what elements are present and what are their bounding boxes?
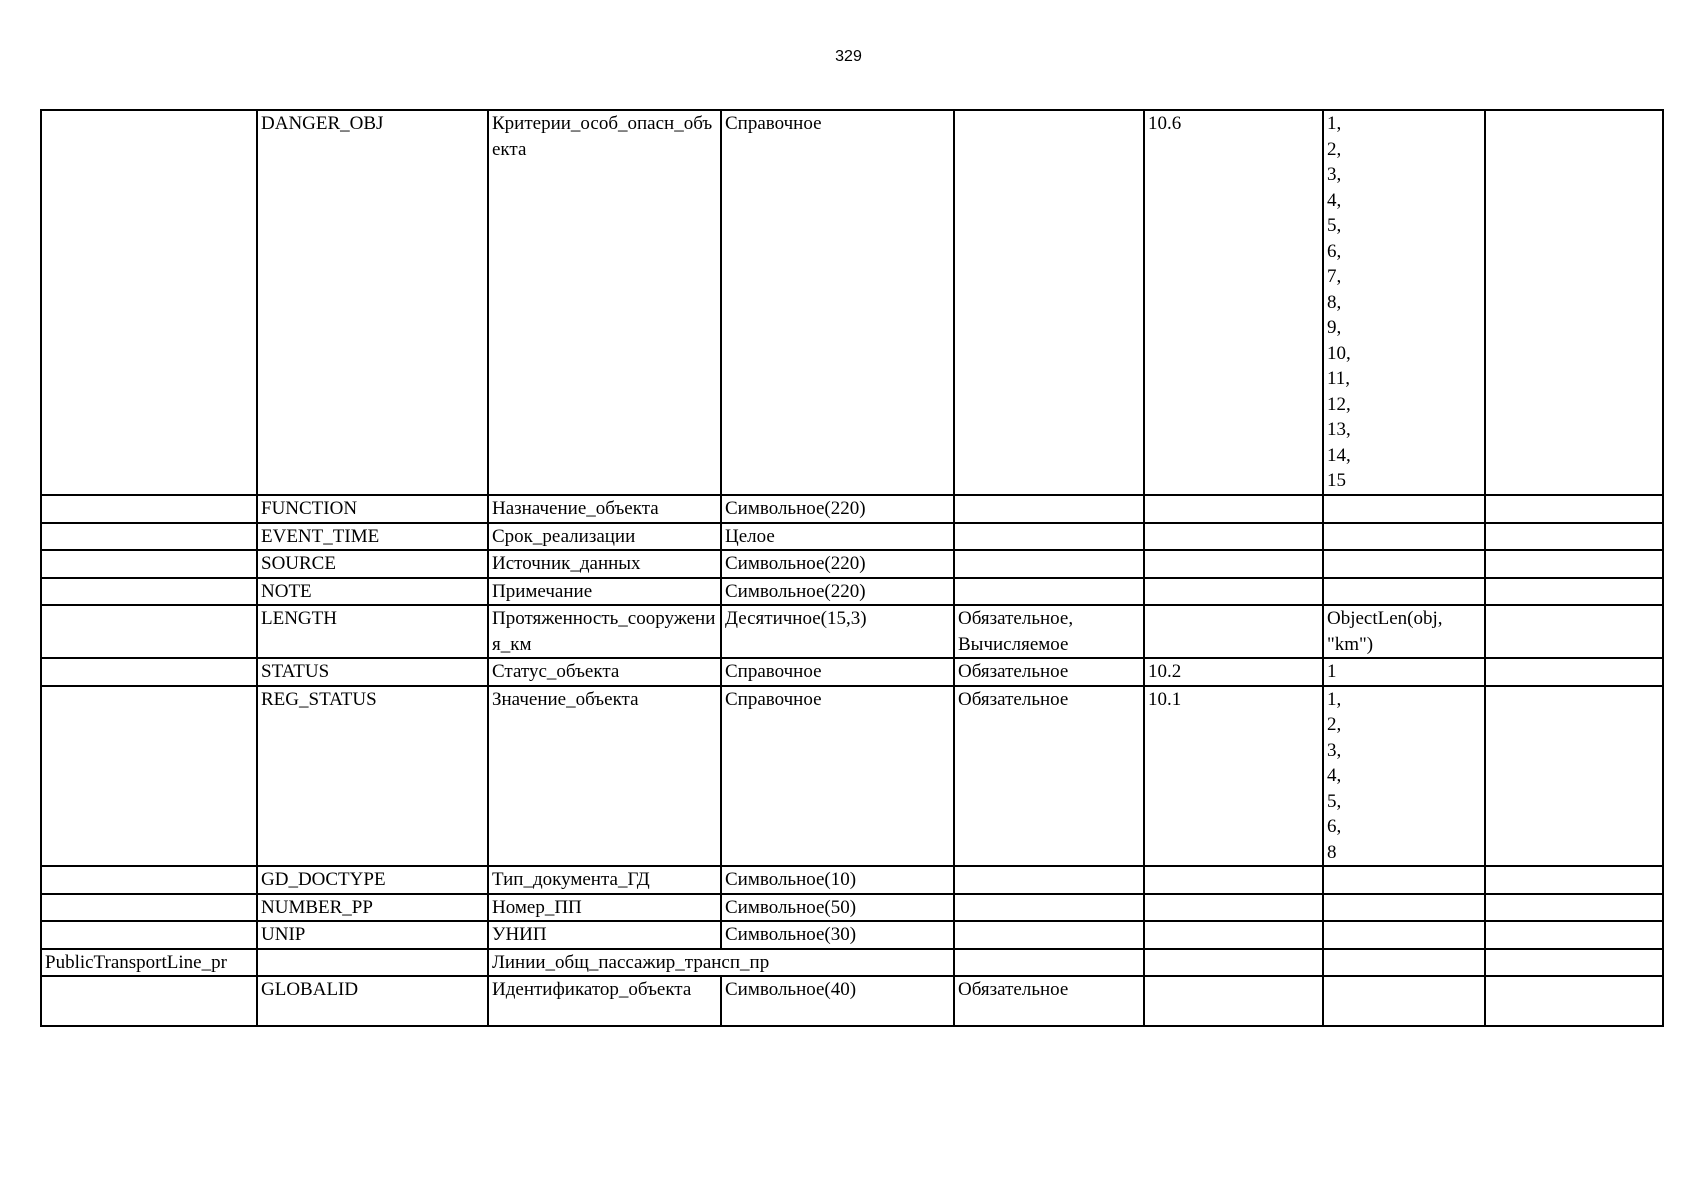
field-alias-cell: Тип_документа_ГД [488,866,721,894]
reference-cell: 10.6 [1144,110,1323,495]
requirement-cell: Обязательное [954,686,1144,867]
table-row [41,550,1663,578]
field-name-cell: GD_DOCTYPE [257,866,488,894]
page-number: 329 [835,48,862,65]
attribute-table [40,109,1664,1027]
field-alias-cell: Статус_объекта [488,658,721,686]
field-alias-cell: Срок_реализации [488,523,721,551]
field-type-cell: Символьное(10) [721,866,954,894]
requirement-cell [954,866,1144,894]
reference-cell [1144,578,1323,606]
table-row [41,523,1663,551]
field-name-cell: GLOBALID [257,976,488,1026]
field-type-cell: Справочное [721,110,954,495]
note-cell [1485,894,1663,922]
field-name-cell [257,949,488,977]
values-cell [1323,495,1485,523]
layer-cell [41,866,257,894]
field-alias-cell: Примечание [488,578,721,606]
field-name-cell: NUMBER_PP [257,894,488,922]
reference-cell [1144,894,1323,922]
reference-cell [1144,866,1323,894]
empty-cell [1144,949,1323,977]
requirement-cell [954,550,1144,578]
note-cell [1485,921,1663,949]
reference-cell: 10.1 [1144,686,1323,867]
requirement-cell [954,110,1144,495]
field-name-cell: STATUS [257,658,488,686]
layer-alias-cell: Линии_общ_пассажир_трансп_пр [488,949,954,977]
values-cell: 1, 2, 3, 4, 5, 6, 8 [1323,686,1485,867]
values-cell [1323,550,1485,578]
field-type-cell: Символьное(40) [721,976,954,1026]
requirement-cell [954,523,1144,551]
requirement-cell [954,894,1144,922]
note-cell [1485,110,1663,495]
requirement-cell: Обязательное [954,658,1144,686]
note-cell [1485,658,1663,686]
table-row [41,578,1663,606]
requirement-cell [954,495,1144,523]
field-alias-cell: Значение_объекта [488,686,721,867]
field-type-cell: Целое [721,523,954,551]
values-cell [1323,976,1485,1026]
layer-cell [41,921,257,949]
requirement-cell [954,921,1144,949]
table-row [41,110,1663,495]
values-cell: 1 [1323,658,1485,686]
field-name-cell: SOURCE [257,550,488,578]
reference-cell [1144,495,1323,523]
table-body [41,110,1663,1026]
field-alias-cell: Номер_ПП [488,894,721,922]
field-name-cell: EVENT_TIME [257,523,488,551]
field-type-cell: Символьное(220) [721,495,954,523]
field-type-cell: Справочное [721,686,954,867]
requirement-cell: Обязательное [954,976,1144,1026]
field-alias-cell: Критерии_особ_опасн_объекта [488,110,721,495]
field-alias-cell: УНИП [488,921,721,949]
layer-name-cell: PublicTransportLine_pr [41,949,257,977]
note-cell [1485,523,1663,551]
table-row [41,976,1663,1026]
reference-cell [1144,605,1323,658]
field-name-cell: DANGER_OBJ [257,110,488,495]
note-cell [1485,686,1663,867]
values-cell: ObjectLen(obj, "km") [1323,605,1485,658]
reference-cell [1144,550,1323,578]
field-type-cell: Справочное [721,658,954,686]
reference-cell [1144,921,1323,949]
reference-cell: 10.2 [1144,658,1323,686]
field-name-cell: REG_STATUS [257,686,488,867]
field-alias-cell: Источник_данных [488,550,721,578]
note-cell [1485,578,1663,606]
values-cell [1323,578,1485,606]
empty-cell [954,949,1144,977]
note-cell [1485,976,1663,1026]
field-type-cell: Символьное(30) [721,921,954,949]
table-row [41,866,1663,894]
field-name-cell: LENGTH [257,605,488,658]
table-row [41,894,1663,922]
layer-cell [41,523,257,551]
layer-cell [41,578,257,606]
table-row [41,921,1663,949]
requirement-cell [954,578,1144,606]
field-type-cell: Символьное(50) [721,894,954,922]
layer-cell [41,550,257,578]
table-row [41,658,1663,686]
layer-cell [41,658,257,686]
note-cell [1485,550,1663,578]
layer-cell [41,605,257,658]
layer-cell [41,110,257,495]
note-cell [1485,495,1663,523]
requirement-cell: Обязательное, Вычисляемое [954,605,1144,658]
field-alias-cell: Протяженность_сооружения_км [488,605,721,658]
reference-cell [1144,976,1323,1026]
note-cell [1485,605,1663,658]
values-cell: 1, 2, 3, 4, 5, 6, 7, 8, 9, 10, 11, 12, 13, 14, 15 [1323,110,1485,495]
field-name-cell: FUNCTION [257,495,488,523]
values-cell [1323,866,1485,894]
empty-cell [1323,949,1485,977]
layer-row [41,949,1663,977]
layer-cell [41,495,257,523]
field-alias-cell: Назначение_объекта [488,495,721,523]
empty-cell [1485,949,1663,977]
values-cell [1323,523,1485,551]
layer-cell [41,686,257,867]
values-cell [1323,894,1485,922]
field-type-cell: Символьное(220) [721,550,954,578]
table-row [41,605,1663,658]
field-type-cell: Десятичное(15,3) [721,605,954,658]
field-name-cell: NOTE [257,578,488,606]
layer-cell [41,894,257,922]
reference-cell [1144,523,1323,551]
table-row [41,686,1663,867]
values-cell [1323,921,1485,949]
field-type-cell: Символьное(220) [721,578,954,606]
table-row [41,495,1663,523]
field-alias-cell: Идентификатор_объекта [488,976,721,1026]
field-name-cell: UNIP [257,921,488,949]
note-cell [1485,866,1663,894]
layer-cell [41,976,257,1026]
